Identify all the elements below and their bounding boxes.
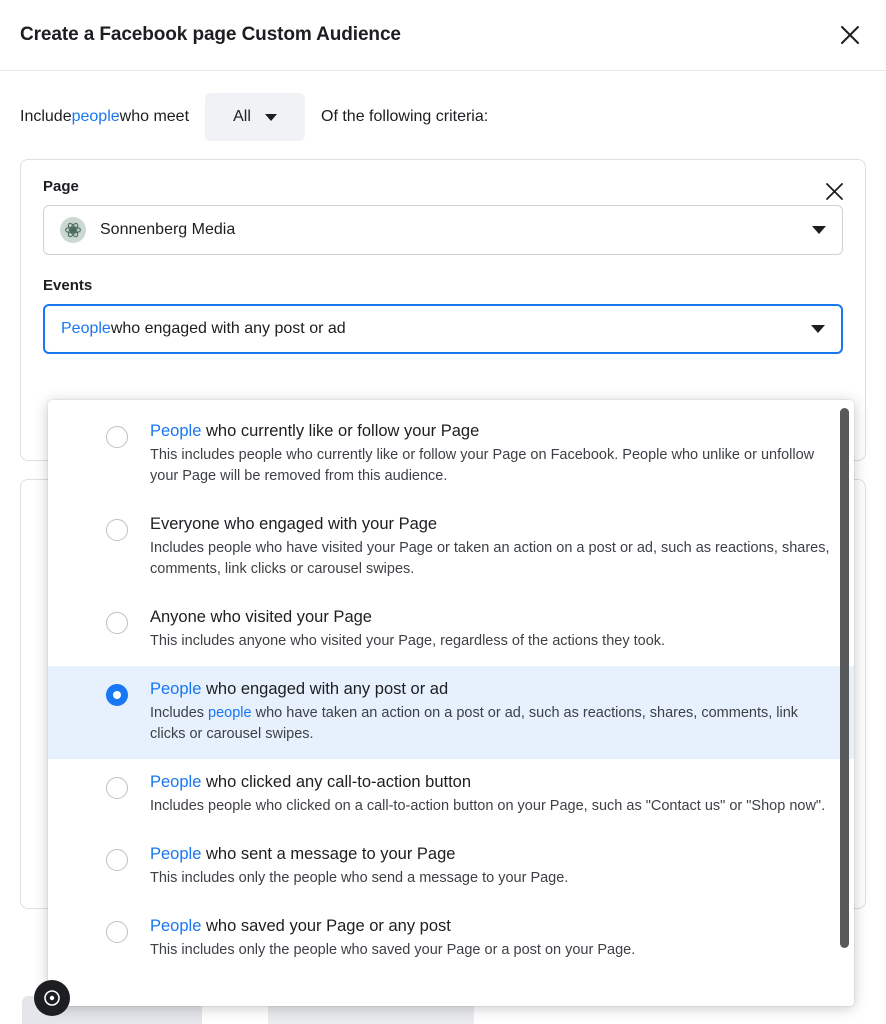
dropdown-option[interactable] — [48, 903, 854, 975]
events-select-value-link: People — [61, 320, 111, 337]
radio-button[interactable] — [106, 777, 128, 799]
option-title-rest: who saved your Page or any post — [201, 917, 451, 935]
option-title-rest: Everyone who engaged with your Page — [150, 515, 438, 533]
radio-button[interactable] — [106, 612, 128, 634]
include-suffix-label: Of the following criteria: — [321, 108, 489, 125]
radio-button[interactable] — [106, 849, 128, 871]
option-text — [150, 420, 832, 487]
people-link[interactable]: people — [71, 108, 120, 125]
include-prefix-label: Include — [20, 108, 72, 125]
option-title — [150, 420, 832, 443]
include-criteria-row — [0, 71, 886, 159]
events-select[interactable] — [43, 304, 843, 354]
include-middle-label: who meet — [119, 108, 190, 125]
option-description — [150, 868, 832, 889]
field-spacer — [43, 255, 843, 277]
option-text — [150, 915, 832, 961]
radio-button[interactable] — [106, 519, 128, 541]
option-title — [150, 843, 832, 866]
radio-button[interactable] — [106, 426, 128, 448]
option-desc-text: This includes people who currently like or follow your Page on Facebook. People who unlike or unfollow your Page will be removed from this audience. — [150, 447, 815, 484]
dropdown-option[interactable] — [48, 594, 854, 666]
events-options-list — [48, 400, 854, 1006]
dropdown-option[interactable] — [48, 666, 854, 759]
page-select[interactable] — [43, 205, 843, 255]
events-dropdown-menu[interactable] — [48, 400, 854, 1006]
option-desc-text: Includes people who clicked on a call-to-action button on your Page, such as "Contact us" or "Shop now". — [150, 798, 826, 814]
page-select-value: Sonnenberg Media — [100, 221, 236, 238]
option-title-link: People — [150, 422, 202, 440]
option-title-link: People — [150, 773, 202, 791]
events-select-value-rest: who engaged with any post or ad — [110, 320, 346, 337]
chevron-down-icon — [811, 325, 825, 333]
option-title-rest: who clicked any call-to-action button — [201, 773, 472, 791]
option-desc-prefix: Includes — [150, 705, 209, 721]
dropdown-scrollbar[interactable] — [840, 408, 849, 948]
option-text — [150, 771, 832, 817]
option-title-rest: who currently like or follow your Page — [201, 422, 480, 440]
option-description — [150, 445, 832, 487]
option-desc-link: people — [208, 705, 252, 721]
option-title — [150, 513, 832, 536]
option-description — [150, 940, 832, 961]
remove-criteria-icon[interactable] — [819, 176, 849, 206]
option-description — [150, 703, 832, 745]
option-title — [150, 678, 832, 701]
option-title — [150, 915, 832, 938]
option-description — [150, 796, 832, 817]
option-title — [150, 606, 832, 629]
match-all-dropdown[interactable] — [205, 93, 305, 141]
option-desc-text: This includes only the people who send a message to your Page. — [150, 870, 569, 886]
dialog-header — [0, 0, 886, 71]
option-description — [150, 538, 832, 580]
option-title-rest: who sent a message to your Page — [201, 845, 456, 863]
option-desc-text: Includes people who have visited your Page or taken an action on a post or ad, such as reactions, shares, comments, link clicks or carousel swipes. — [150, 540, 830, 577]
page-avatar — [60, 217, 86, 243]
option-title-rest: who engaged with any post or ad — [201, 680, 449, 698]
option-title — [150, 771, 832, 794]
dropdown-option[interactable] — [48, 759, 854, 831]
option-description — [150, 631, 832, 652]
option-text — [150, 843, 832, 889]
option-desc-text: This includes only the people who saved your Page or a post on your Page. — [150, 942, 636, 958]
dropdown-option[interactable] — [48, 831, 854, 903]
option-title-link: People — [150, 845, 202, 863]
page-title: Create a Facebook page Custom Audience — [20, 24, 401, 45]
option-text — [150, 513, 832, 580]
option-title-link: People — [150, 917, 202, 935]
events-field-label: Events — [43, 277, 93, 294]
chevron-down-icon — [265, 114, 277, 121]
option-desc-text: This includes anyone who visited your Page, regardless of the actions they took. — [150, 633, 666, 649]
close-icon[interactable] — [832, 17, 868, 53]
dropdown-option[interactable] — [48, 501, 854, 594]
option-text — [150, 606, 832, 652]
chevron-down-icon — [812, 226, 826, 234]
option-text — [150, 678, 832, 745]
match-all-value: All — [233, 108, 251, 125]
dropdown-option[interactable] — [48, 408, 854, 501]
help-fab-icon[interactable] — [34, 980, 70, 1016]
option-desc-text: who have taken an action on a post or ad, such as reactions, shares, comments, link clicks or carousel swipes. — [150, 705, 799, 742]
option-title-link: People — [150, 680, 202, 698]
radio-button[interactable] — [106, 684, 128, 706]
option-title-rest: Anyone who visited your Page — [150, 608, 372, 626]
page-field-label: Page — [43, 178, 79, 195]
radio-button[interactable] — [106, 921, 128, 943]
